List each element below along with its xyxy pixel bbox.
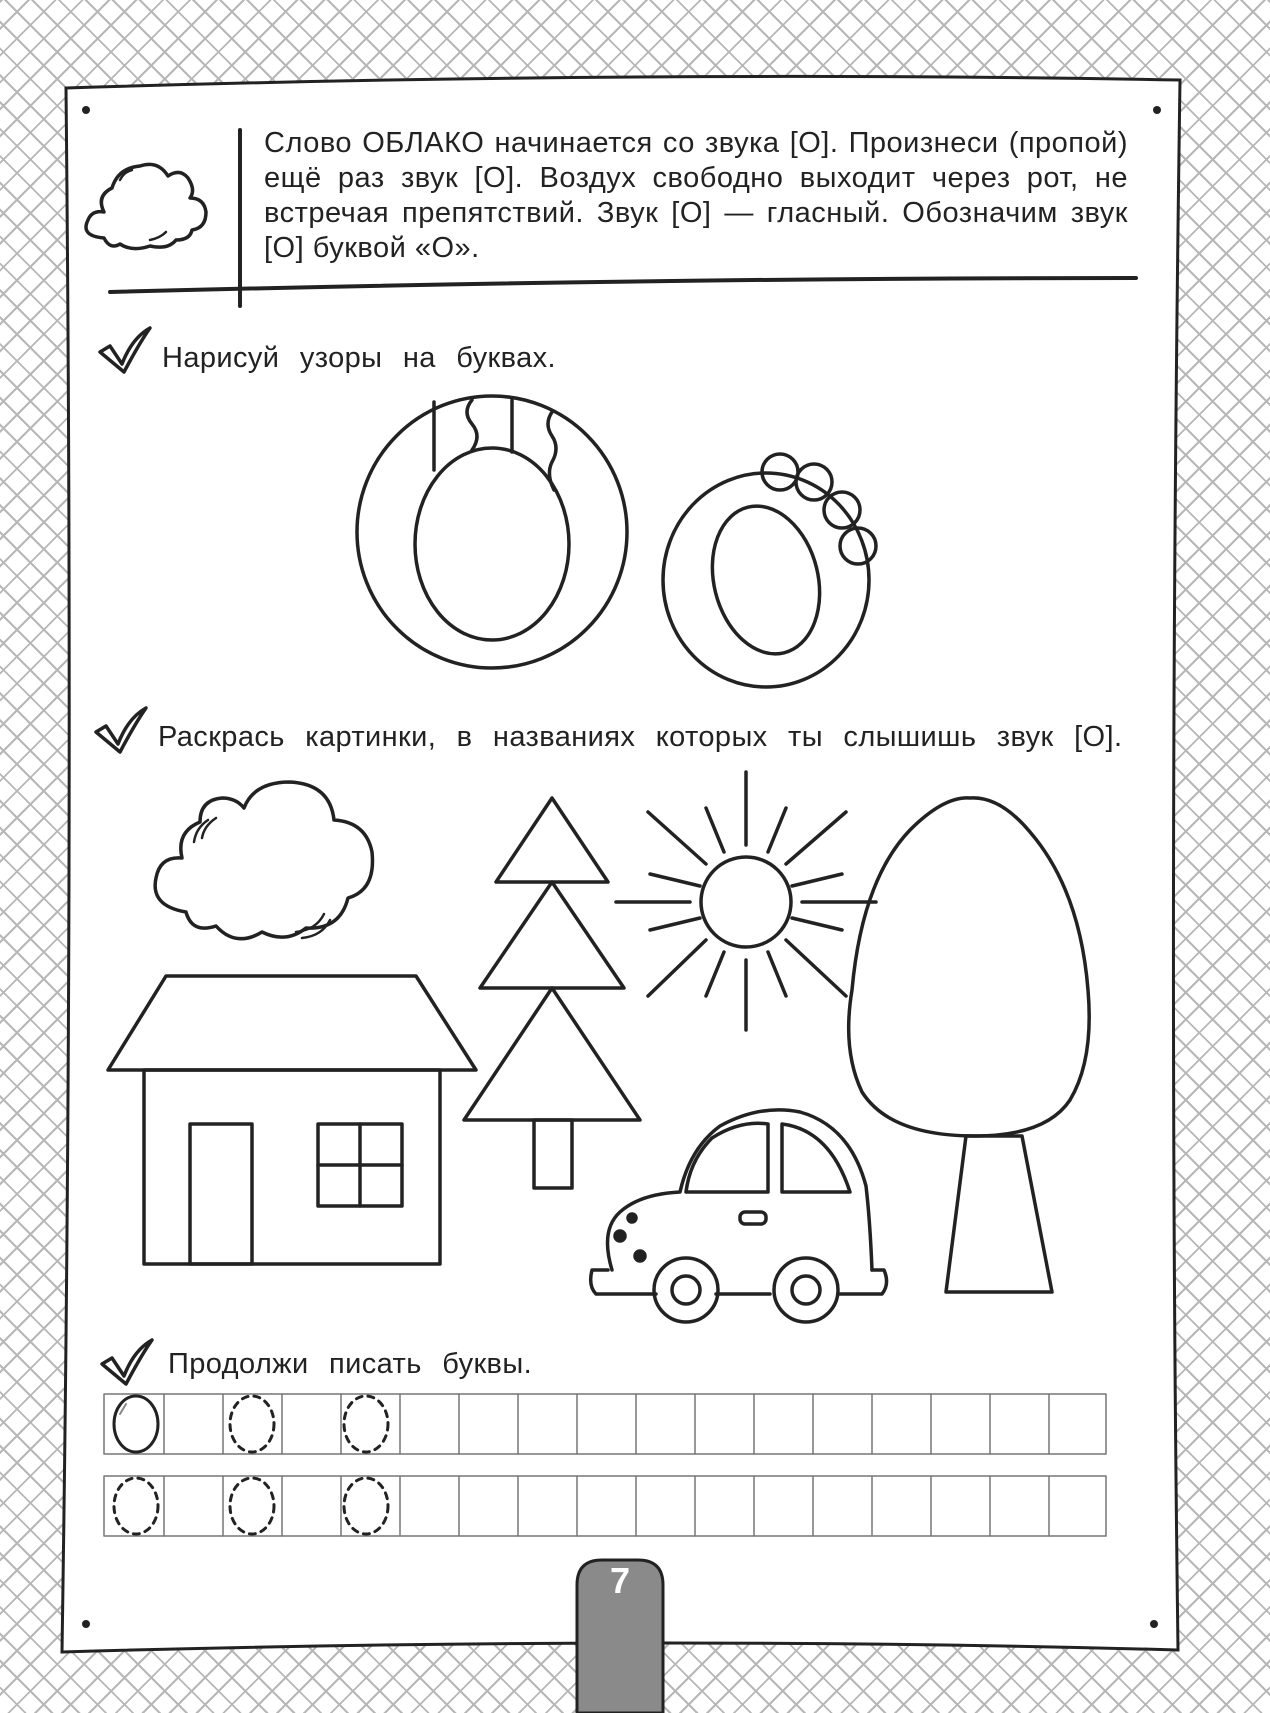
car-picture	[591, 1110, 887, 1322]
sun-picture	[616, 772, 876, 1030]
writing-row	[104, 1394, 1106, 1454]
checkmark-icon	[102, 1340, 152, 1384]
intro-cloud-icon	[86, 164, 206, 248]
cloud-picture	[155, 782, 372, 939]
intro-text: Слово ОБЛАКО начинается со звука [О]. Произнеси (пропой) ещё раз звук [О]. Воздух свободно выходит через рот, не встречая препятствий. Звук [О] — гласный. Обозначим звук [О] буквой «О».	[264, 127, 1128, 264]
sample-letter-o	[114, 1396, 158, 1452]
capital-letter-o-outline	[357, 396, 627, 668]
task-2-text: Раскрась картинки, в названиях которых ты слышишь звук [О].	[158, 721, 1123, 753]
checkmark-icon	[100, 328, 150, 372]
checkmark-icon	[96, 708, 146, 752]
tree-picture	[849, 798, 1090, 1292]
page-number: 7	[609, 1560, 631, 1601]
task-1-text: Нарисуй узоры на буквах.	[162, 342, 557, 374]
house-picture	[108, 976, 476, 1264]
fir-tree-picture	[464, 798, 640, 1188]
dashed-letter-o	[114, 1396, 388, 1534]
small-letter-o-outline	[663, 454, 876, 687]
writing-row	[104, 1476, 1106, 1536]
intro-horizontal-rule	[110, 278, 1136, 292]
task-3-text: Продолжи писать буквы.	[168, 1348, 533, 1380]
